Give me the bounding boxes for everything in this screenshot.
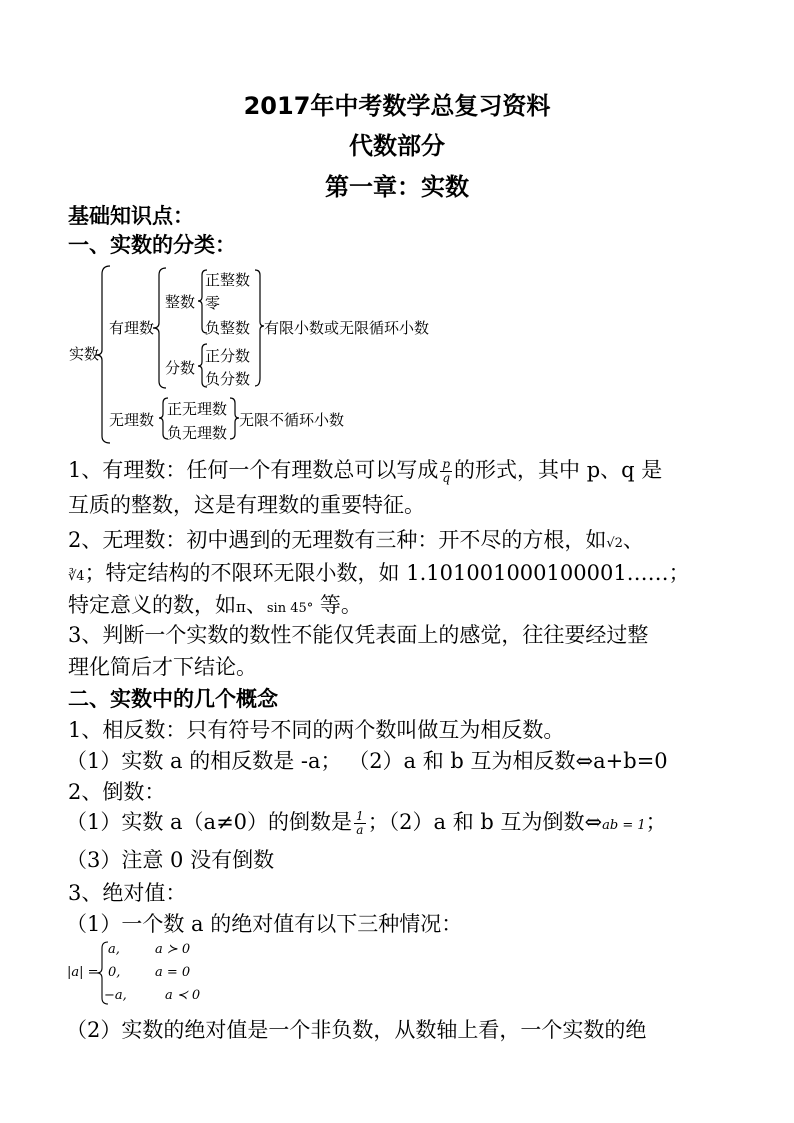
fraction-p-over-q	[440, 458, 452, 485]
fraction-denominator: a	[356, 823, 364, 837]
cbrt4-symbol: ∛4	[68, 569, 85, 584]
tree-integer: 整数	[165, 293, 196, 311]
case3-value: −a,	[104, 988, 127, 1003]
ab-equals-one: ab = 1	[602, 818, 646, 833]
reciprocal-text-b: ；（2）a 和 b 互为倒数⇔	[367, 810, 603, 834]
irrational-text-c: 特定意义的数，如	[68, 593, 236, 617]
fraction-numerator: p	[442, 457, 451, 471]
tree-negative-integer: 负整数	[205, 319, 251, 337]
part-title: 代数部分	[349, 132, 445, 160]
case2-condition: a = 0	[155, 965, 191, 980]
concepts-heading: 二、实数中的几个概念	[68, 686, 278, 711]
fraction-numerator: 1	[356, 809, 364, 823]
document-title: 2017年中考数学总复习资料	[243, 92, 551, 120]
irrational-text-a-end: 、	[622, 528, 644, 552]
tree-zero: 零	[205, 294, 221, 312]
absolute-value-line2: （2）实数的绝对值是一个非负数，从数轴上看，一个实数的绝	[66, 1018, 647, 1042]
reciprocal-text-a: （1）实数 a（a≠0）的倒数是	[66, 810, 353, 834]
case2-value: 0,	[108, 965, 121, 980]
tree-negative-irrational: 负无理数	[167, 424, 228, 442]
case1-value: a,	[108, 942, 120, 957]
tree-positive-integer: 正整数	[205, 271, 251, 289]
judge-line1: 3、判断一个实数的数性不能仅凭表面上的感觉，往往要经过整	[68, 623, 649, 647]
fraction-denominator: q	[442, 471, 451, 485]
case1-condition: a ≻ 0	[155, 942, 191, 957]
chapter-title: 第一章：实数	[325, 173, 469, 201]
opposite-definition: 1、相反数：只有符号不同的两个数叫做互为相反数。	[68, 718, 565, 742]
tree-braces	[0, 0, 794, 460]
absolute-value-line1: （1）一个数 a 的绝对值有以下三种情况：	[66, 912, 463, 936]
tree-positive-fraction: 正分数	[205, 347, 251, 365]
tree-negative-fraction: 负分数	[205, 370, 251, 388]
irrational-text-a: 2、无理数：初中遇到的无理数有三种：开不尽的方根，如	[68, 528, 607, 552]
brace-irrational-right	[230, 398, 239, 439]
irrational-sep: 、	[245, 593, 267, 617]
irrational-text-c-end: 等。	[313, 593, 362, 617]
irrational-line1	[68, 525, 644, 559]
classification-heading: 一、实数的分类：	[68, 232, 236, 257]
reciprocal-line1	[66, 807, 667, 841]
tree-positive-irrational: 正无理数	[167, 400, 228, 418]
brace-integer-right	[255, 270, 264, 386]
sqrt2-symbol: √2	[606, 536, 623, 551]
tree-rational: 有理数	[109, 319, 155, 337]
basics-heading: 基础知识点：	[68, 203, 194, 228]
reciprocal-title: 2、倒数：	[68, 780, 166, 804]
irrational-line3	[68, 590, 362, 624]
tree-irrational: 无理数	[109, 411, 155, 429]
rational-text-b: 的形式，其中 p、q 是	[454, 458, 663, 482]
irrational-text-b: ；特定结构的不限环无限小数，如 1.101001000100001……；	[84, 561, 690, 585]
tree-infinite-note: 无限不循环小数	[239, 411, 345, 429]
absolute-value-title: 3、绝对值：	[68, 881, 187, 905]
rational-definition-line1	[68, 455, 662, 485]
rational-definition-line2: 互质的整数，这是有理数的重要特征。	[68, 493, 425, 517]
reciprocal-text-end: ；	[645, 810, 667, 834]
irrational-line2	[68, 558, 690, 592]
fraction-1-over-a	[354, 810, 366, 837]
judge-line2: 理化简后才下结论。	[68, 655, 257, 679]
case3-condition: a ≺ 0	[165, 988, 201, 1003]
tree-fraction: 分数	[165, 359, 196, 377]
tree-real-number: 实数	[69, 345, 100, 363]
rational-text-a: 1、有理数：任何一个有理数总可以写成	[68, 458, 439, 482]
pi-symbol: π	[236, 598, 246, 616]
tree-finite-note: 有限小数或无限循环小数	[264, 319, 430, 337]
opposite-properties: （1）实数 a 的相反数是 -a； （2）a 和 b 互为相反数⇔a+b=0	[66, 749, 668, 773]
reciprocal-line2: （3）注意 0 没有倒数	[66, 848, 275, 872]
sin45-expression: sin 45°	[266, 601, 314, 616]
abs-lhs: |a| =	[67, 965, 99, 980]
